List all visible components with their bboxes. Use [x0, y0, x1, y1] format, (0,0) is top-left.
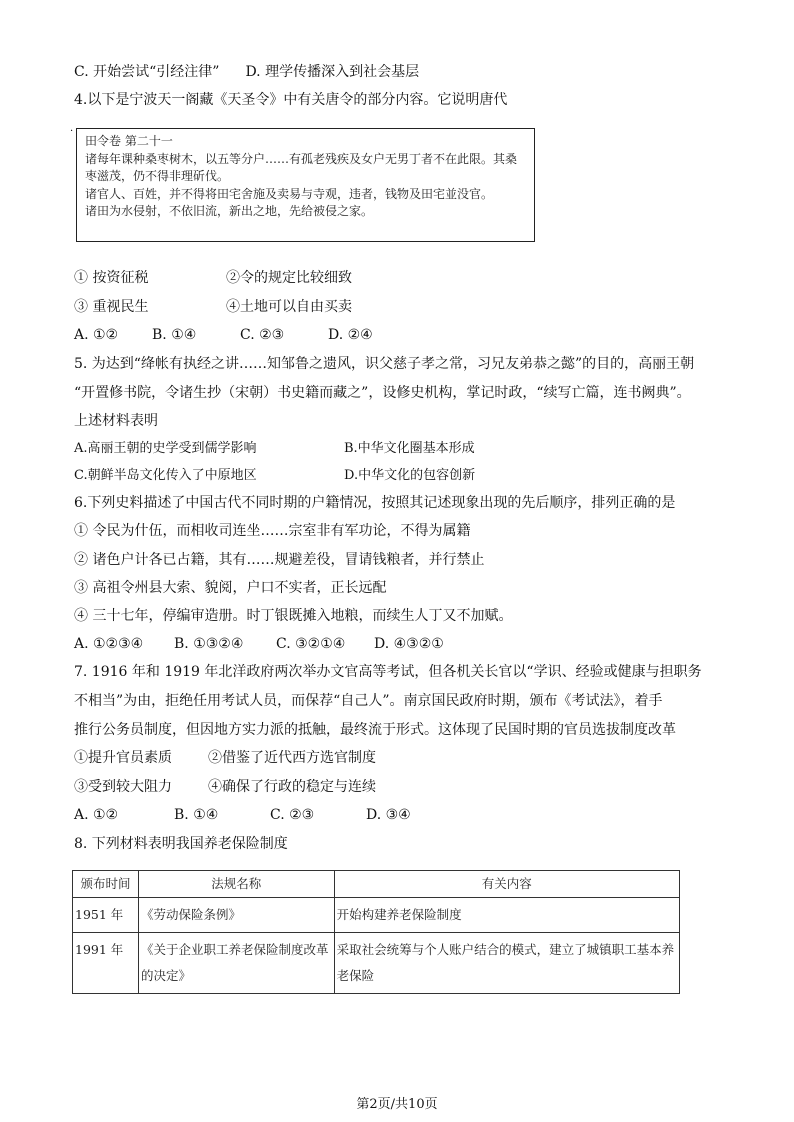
source-line: 诸官人、百姓，并不得将田宅舍施及卖易与寺观，违者，钱物及田宅並没官。 [85, 186, 494, 201]
q4-source-box [76, 128, 535, 242]
q4-option-d: D. ②④ [328, 327, 373, 343]
q7-option-b: B. ①④ [174, 807, 219, 823]
q4-option-b: B. ①④ [152, 327, 197, 343]
q3-option-d: D. 理学传播深入到社会基层 [245, 64, 420, 80]
q6-option-c: C. ③②①④ [276, 636, 346, 652]
q3-options-cd [74, 62, 419, 82]
q8-law-table [72, 870, 680, 994]
q7-option-c: C. ②③ [270, 807, 315, 823]
q4-statement-4: ④土地可以自由买卖 [226, 299, 352, 315]
q7-stem-line1: 7. 1916 年和 1919 年北洋政府两次举办文官高等考试，但各机关长官以“学识、经验或健康与担职务 [74, 664, 702, 680]
table-row [73, 898, 680, 933]
table-row [73, 933, 680, 994]
q3-option-c: C. 开始尝试“引经注律” [74, 64, 220, 80]
q7-option-a: A. ①② [74, 807, 119, 823]
q7-statement-2: ②借鉴了近代西方选官制度 [208, 750, 376, 766]
q5-option-b: B.中华文化圈基本形成 [344, 441, 475, 456]
bullet-mark: · [70, 126, 74, 137]
q5-options-cd [74, 466, 475, 486]
q5-stem-line1: 5. 为达到“绛帐有执经之讲……知邹鲁之遗风，识父慈子孝之常，习兄友弟恭之懿”的目的，高丽王朝 [74, 356, 695, 372]
q6-item-3: ③ 高祖令州县大索、貌阅，户口不实者，正长远配 [74, 580, 387, 596]
q6-option-b: B. ①③②④ [174, 636, 244, 652]
table-header-row [73, 871, 680, 898]
q4-option-c: C. ②③ [240, 327, 285, 343]
q7-statements-row1 [74, 748, 376, 768]
q6-item-2: ② 诸色户计各已占籍，其有……规避差役，冒请钱粮者，并行禁止 [74, 552, 485, 568]
cell-law: 《关于企业职工养老保险制度改革的决定》 [138, 933, 334, 994]
q7-options [74, 805, 411, 825]
q5-option-d: D.中华文化的包容创新 [344, 468, 476, 483]
q8-stem: 8. 下列材料表明我国养老保险制度 [74, 836, 288, 852]
page-number: 第2页/共10页 [356, 1097, 438, 1112]
q5-option-a: A.高丽王朝的史学受到儒学影响 [74, 441, 257, 456]
q4-statement-3: ③ 重视民生 [74, 299, 149, 315]
cell-content: 开始构建养老保险制度 [334, 898, 679, 933]
q4-statement-2: ②令的规定比较细致 [226, 270, 352, 286]
q4-stem: 4.以下是宁波天一阁藏《天圣令》中有关唐令的部分内容。它说明唐代 [74, 92, 508, 108]
q7-stem-line2: 不相当”为由，拒绝任用考试人员，而保荐“自己人”。南京国民政府时期，颁布《考试法》，着手 [74, 693, 663, 709]
q7-option-d: D. ③④ [366, 807, 411, 823]
q6-options [74, 634, 444, 654]
cell-year: 1951 年 [73, 898, 139, 933]
cell-content: 采取社会统筹与个人账户结合的模式，建立了城镇职工基本养老保险 [334, 933, 679, 994]
q6-item-4: ④ 三十七年，停编审造册。时丁银既摊入地粮，而续生人丁又不加赋。 [74, 608, 513, 624]
header-content: 有关内容 [334, 871, 679, 898]
q7-stem-line3: 推行公务员制度，但因地方实力派的抵触，最终流于形式。这体现了民国时期的官员选拔制度改革 [74, 722, 676, 738]
q5-option-c: C.朝鲜半岛文化传入了中原地区 [74, 468, 257, 483]
source-line: 诸田为水侵射，不依旧流，新出之地，先给被侵之家。 [85, 204, 374, 218]
header-date: 颁布时间 [73, 871, 139, 898]
q7-statement-4: ④确保了行政的稳定与连续 [208, 779, 376, 795]
q5-options-ab [74, 439, 475, 459]
q4-options [74, 325, 373, 345]
q7-statements-row2 [74, 777, 376, 797]
q7-statement-1: ①提升官员素质 [74, 750, 172, 766]
q6-option-d: D. ④③②① [374, 636, 444, 652]
header-law-name: 法规名称 [138, 871, 334, 898]
q6-stem: 6.下列史料描述了中国古代不同时期的户籍情况，按照其记述现象出现的先后顺序，排列正确的是 [74, 495, 676, 511]
q7-statement-3: ③受到较大阻力 [74, 779, 172, 795]
q5-stem-line2: “开置修书院，令诸生抄（宋朝）书史籍而藏之”，设修史机构，掌记时政，“续写亡篇，连书阙典”。 [74, 385, 691, 401]
q4-option-a: A. ①② [74, 327, 119, 343]
q4-statements-row1 [74, 268, 352, 288]
source-line: 田令卷 第二十一 [85, 134, 173, 148]
cell-law: 《劳动保险条例》 [138, 898, 334, 933]
q4-statements-row2 [74, 297, 352, 317]
q6-option-a: A. ①②③④ [74, 636, 144, 652]
cell-year: 1991 年 [73, 933, 139, 994]
source-line: 诸每年课种桑枣树木，以五等分户……有孤老残疾及女户无男丁者不在此限。其桑枣滋茂，仍不得非理斫伐。 [85, 151, 518, 183]
q4-statement-1: ① 按资征税 [74, 270, 149, 286]
q6-item-1: ① 令民为什伍，而相收司连坐……宗室非有军功论，不得为属籍 [74, 523, 471, 539]
q5-stem-line3: 上述材料表明 [74, 413, 158, 429]
